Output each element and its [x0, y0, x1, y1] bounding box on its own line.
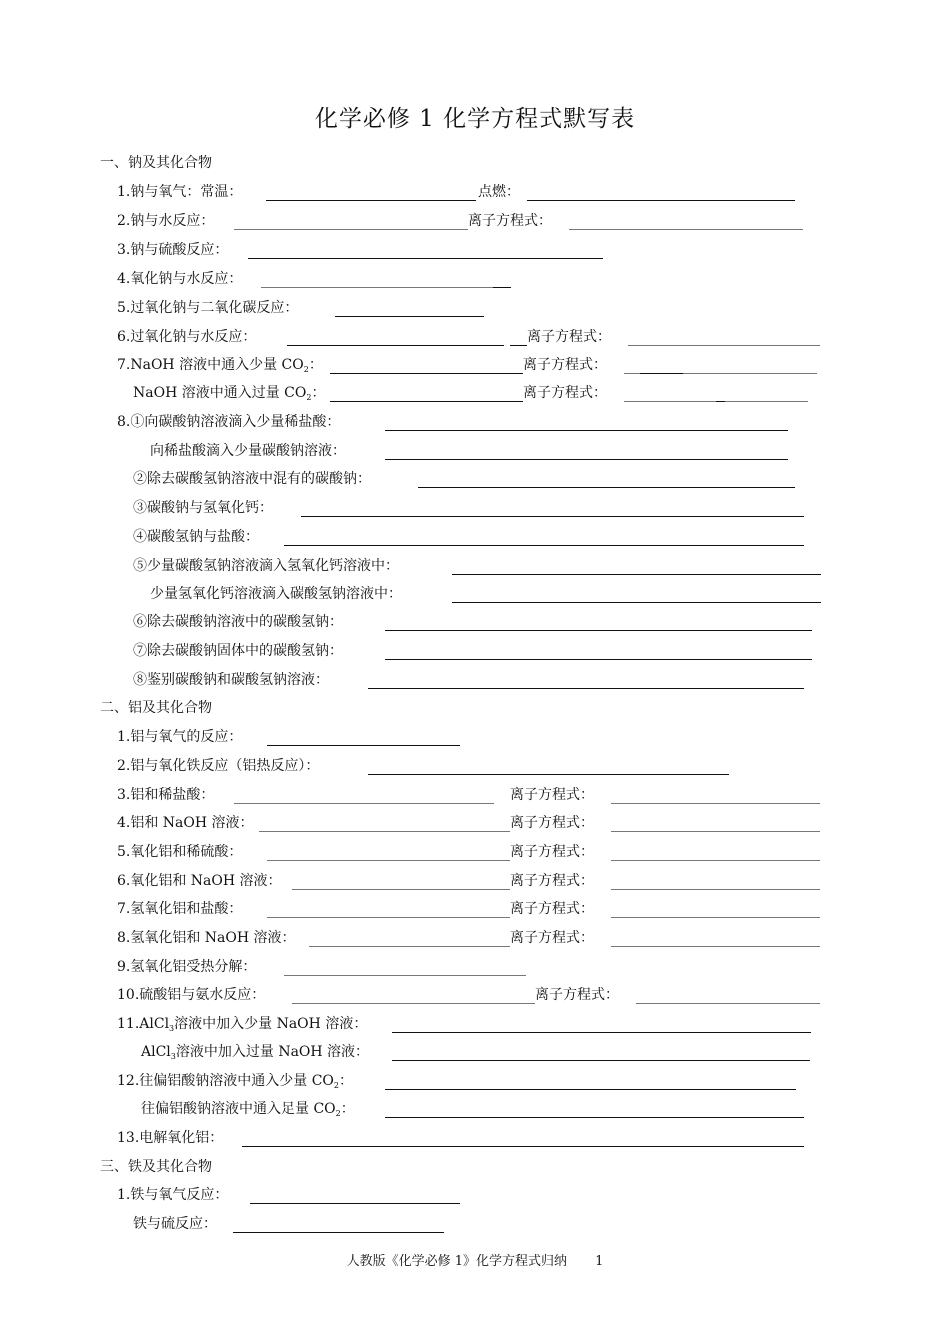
answer-blank[interactable]	[628, 345, 820, 346]
item-label: ⑦除去碳酸钠固体中的碳酸氢钠：	[133, 643, 343, 659]
item-text: 11.AlCl	[117, 1016, 170, 1032]
item-label: 3.钠与硫酸反应：	[117, 242, 229, 258]
answer-blank[interactable]	[510, 345, 527, 346]
subscript: 2	[306, 393, 312, 402]
answer-blank[interactable]	[452, 574, 821, 575]
answer-blank[interactable]	[267, 917, 510, 918]
item-label: 6.氧化铝和 NaOH 溶液：	[117, 873, 282, 889]
answer-blank[interactable]	[259, 831, 510, 832]
ionic-label: 离子方程式：	[535, 987, 619, 1003]
item-label: 点燃：	[478, 184, 520, 200]
item-label: 少量氢氧化钙溶液滴入碳酸氢钠溶液中：	[150, 586, 402, 602]
item-label: 9.氢氧化铝受热分解：	[117, 959, 257, 975]
item-label: 铁与硫反应：	[133, 1216, 217, 1232]
item-label: 2.钠与水反应：	[117, 213, 215, 229]
item-label: 4.氧化钠与水反应：	[117, 271, 243, 287]
item-label	[117, 1013, 367, 1035]
item-label	[117, 354, 323, 376]
ionic-label: 离子方程式：	[468, 213, 552, 229]
answer-blank[interactable]	[368, 688, 804, 689]
item-label: ②除去碳酸氢钠溶液中混有的碳酸钠：	[133, 471, 371, 487]
item-label: 5.过氧化钠与二氧化碳反应：	[117, 300, 299, 316]
answer-blank[interactable]	[611, 860, 820, 861]
ionic-label: 离子方程式：	[523, 357, 607, 373]
answer-blank[interactable]	[234, 229, 468, 230]
answer-blank[interactable]	[309, 946, 510, 947]
section-heading-sodium: 一、钠及其化合物	[100, 155, 212, 171]
answer-blank[interactable]	[261, 287, 493, 288]
section-heading-iron: 三、铁及其化合物	[100, 1159, 212, 1175]
answer-blank[interactable]	[640, 373, 683, 374]
item-text: 12.往偏铝酸钠溶液中通入少量 CO	[117, 1073, 334, 1089]
answer-blank[interactable]	[385, 430, 788, 431]
colon: ：	[339, 1073, 353, 1089]
item-text: NaOH 溶液中通入过量 CO	[133, 385, 307, 401]
answer-blank[interactable]	[493, 287, 511, 288]
item-label: 2.铝与氧化铁反应（铝热反应）：	[117, 758, 320, 774]
item-label: 8.①向碳酸钠溶液滴入少量稀盐酸：	[117, 414, 341, 430]
item-text: 溶液中加入过量 NaOH 溶液：	[175, 1044, 370, 1060]
answer-blank[interactable]	[233, 1232, 444, 1233]
answer-blank[interactable]	[248, 258, 603, 259]
answer-blank[interactable]	[267, 745, 460, 746]
section-heading-aluminium: 二、铝及其化合物	[100, 700, 212, 716]
item-label: 1.铁与氧气反应：	[117, 1187, 229, 1203]
answer-blank[interactable]	[611, 803, 820, 804]
answer-blank[interactable]	[368, 774, 729, 775]
answer-blank[interactable]	[284, 545, 804, 546]
answer-blank[interactable]	[287, 345, 504, 346]
item-label: ⑤少量碳酸氢钠溶液滴入氢氧化钙溶液中：	[133, 558, 399, 574]
item-text: 溶液中加入少量 NaOH 溶液：	[174, 1016, 368, 1032]
answer-blank[interactable]	[292, 1003, 535, 1004]
item-text: AlCl	[141, 1044, 171, 1060]
answer-blank[interactable]	[683, 373, 817, 374]
item-text: 往偏铝酸钠溶液中通入足量 CO	[141, 1101, 336, 1117]
answer-blank[interactable]	[624, 373, 640, 374]
item-label: 向稀盐酸滴入少量碳酸钠溶液：	[150, 443, 346, 459]
answer-blank[interactable]	[569, 229, 803, 230]
answer-blank[interactable]	[284, 975, 526, 976]
ionic-label: 离子方程式：	[527, 329, 611, 345]
ionic-label: 离子方程式：	[510, 844, 594, 860]
answer-blank[interactable]	[418, 487, 795, 488]
answer-blank[interactable]	[292, 889, 510, 890]
ionic-label: 离子方程式：	[523, 385, 607, 401]
item-label	[133, 382, 325, 404]
footer-text: 人教版《化学必修 1》化学方程式归纳	[346, 1254, 568, 1269]
answer-blank[interactable]	[527, 200, 795, 201]
answer-blank[interactable]	[611, 917, 820, 918]
answer-blank[interactable]	[392, 1060, 810, 1061]
answer-blank[interactable]	[385, 659, 812, 660]
ionic-label: 离子方程式：	[510, 930, 594, 946]
item-label: 8.氢氧化铝和 NaOH 溶液：	[117, 930, 296, 946]
answer-blank[interactable]	[242, 1146, 804, 1147]
subscript: 3	[170, 1052, 176, 1061]
answer-blank[interactable]	[624, 401, 716, 402]
answer-blank[interactable]	[266, 200, 476, 201]
answer-blank[interactable]	[335, 316, 484, 317]
subscript: 2	[335, 1109, 341, 1118]
ionic-label: 离子方程式：	[510, 815, 594, 831]
subscript: 2	[303, 365, 309, 374]
item-label: 4.铝和 NaOH 溶液：	[117, 815, 254, 831]
item-label: ⑧鉴别碳酸钠和碳酸氢钠溶液：	[133, 672, 329, 688]
answer-blank[interactable]	[267, 860, 510, 861]
item-label: ③碳酸钠与氢氧化钙：	[133, 500, 273, 516]
item-label: 3.铝和稀盐酸：	[117, 787, 215, 803]
colon: ：	[340, 1101, 355, 1117]
item-label: 6.过氧化钠与水反应：	[117, 329, 257, 345]
item-label: 1.钠与氧气：常温：	[117, 184, 243, 200]
colon: ：	[308, 357, 323, 373]
answer-blank[interactable]	[301, 516, 804, 517]
item-label: 10.硫酸铝与氨水反应：	[117, 987, 266, 1003]
colon: ：	[311, 385, 326, 401]
subscript: 2	[333, 1081, 339, 1090]
item-label: 7.氢氧化铝和盐酸：	[117, 901, 243, 917]
ionic-label: 离子方程式：	[510, 787, 594, 803]
answer-blank[interactable]	[716, 401, 725, 402]
answer-blank[interactable]	[385, 630, 812, 631]
answer-blank[interactable]	[725, 401, 808, 402]
item-label: ④碳酸氢钠与盐酸：	[133, 529, 259, 545]
page-number: 1	[595, 1254, 604, 1269]
answer-blank[interactable]	[385, 1117, 804, 1118]
item-label: ⑥除去碳酸钠溶液中的碳酸氢钠：	[133, 614, 343, 630]
subscript: 3	[169, 1024, 175, 1033]
item-label	[141, 1098, 355, 1120]
answer-blank[interactable]	[234, 803, 494, 804]
answer-blank[interactable]	[250, 1203, 460, 1204]
answer-blank[interactable]	[392, 1032, 811, 1033]
answer-blank[interactable]	[611, 946, 820, 947]
item-label: 5.氧化铝和稀硫酸：	[117, 844, 243, 860]
item-label: 13.电解氧化铝：	[117, 1130, 224, 1146]
answer-blank[interactable]	[611, 831, 820, 832]
answer-blank[interactable]	[330, 373, 523, 374]
ionic-label: 离子方程式：	[510, 873, 594, 889]
answer-blank[interactable]	[636, 1003, 820, 1004]
item-label: 1.铝与氧气的反应：	[117, 729, 243, 745]
page-title: 化学必修 1 化学方程式默写表	[314, 106, 636, 132]
item-label	[117, 1070, 353, 1092]
answer-blank[interactable]	[385, 459, 788, 460]
page-footer	[0, 1250, 950, 1269]
answer-blank[interactable]	[330, 401, 523, 402]
item-label	[141, 1041, 369, 1063]
answer-blank[interactable]	[385, 1089, 796, 1090]
item-text: 7.NaOH 溶液中通入少量 CO	[117, 357, 304, 373]
ionic-label: 离子方程式：	[510, 901, 594, 917]
answer-blank[interactable]	[611, 889, 820, 890]
answer-blank[interactable]	[452, 602, 821, 603]
